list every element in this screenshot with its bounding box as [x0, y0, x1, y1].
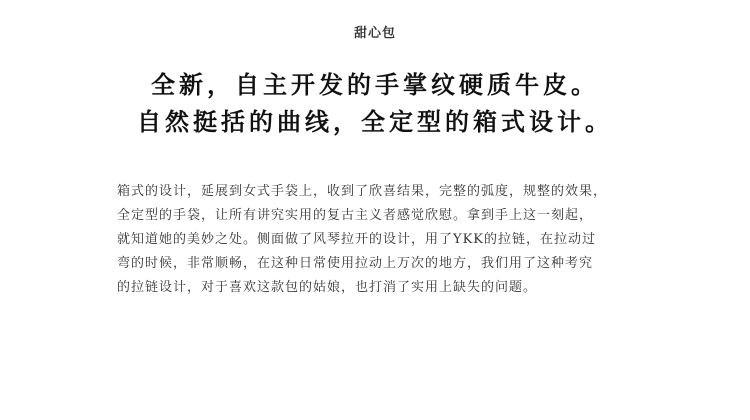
description-line-1: 箱式的设计，延展到女式手袋上，收到了欣喜结果，完整的弧度，规整的效果，	[117, 184, 608, 199]
headline-line-1: 全新，自主开发的手掌纹硬质牛皮。	[151, 70, 599, 99]
description-line-3: 就知道她的美妙之处。侧面做了风琴拉开的设计，用了YKK的拉链，在拉动过	[117, 232, 597, 247]
product-title: 甜心包	[353, 26, 396, 41]
headline-line-2: 自然挺括的曲线，全定型的箱式设计。	[137, 107, 613, 136]
description-line-5: 的拉链设计，对于喜欢这款包的姑娘，也打消了实用上缺失的问题。	[117, 280, 538, 295]
description-line-4: 弯的时候，非常顺畅，在这种日常使用拉动上万次的地方，我们用了这种考究	[117, 256, 594, 271]
description-line-2: 全定型的手袋，让所有讲究实用的复古主义者感觉欣慰。拿到手上这一刻起，	[117, 208, 594, 223]
description-paragraph	[117, 180, 637, 300]
